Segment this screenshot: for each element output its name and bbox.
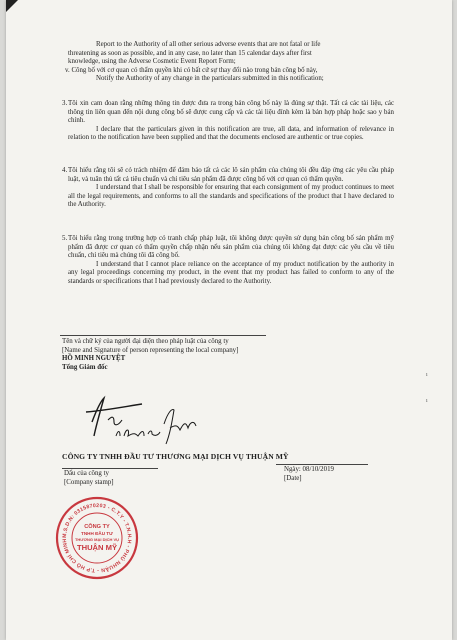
representative-label-vn: Tên và chữ ký của người đại diện theo pháp luật của công ty: [62, 338, 229, 345]
seal-line-3: THƯƠNG MẠI DỊCH VỤ: [74, 537, 120, 542]
intro-line-5: Notify the Authority of any change in the particulars submitted in this notification;: [96, 75, 324, 83]
intro-block: [65, 41, 394, 84]
item-5-en: I understand that I cannot place reliance on the acceptance of my product notification by the authority in any legal proceedings concerning my product, in the event that my product has failed to conform to any of the standards or specifications that I had previously declared to the Authority.: [68, 260, 394, 285]
seal-line-1: CÔNG TY: [84, 524, 110, 530]
intro-line-1: Report to the Authority of all other serious adverse events that are not fatal or life: [96, 41, 321, 48]
intro-line-2: threatening as soon as possible, and in any case, no later than 15 calendar days after first: [68, 49, 312, 57]
corner-mark: [6, 0, 18, 12]
handwritten-signature: [78, 392, 208, 450]
seal-line-4: THUẬN MỸ: [76, 543, 118, 552]
margin-mark-1: ı: [426, 372, 428, 378]
seal-ring-text: M.S.D.N: 0315870203 - C.T.Y - T.N.H.H - PHÚ NHUẬN - T.P HỒ CHÍ MINH: [61, 502, 133, 574]
company-seal: [55, 496, 139, 580]
intro-line-4: v. Công bố với cơ quan có thẩm quyền khi có bất cứ sự thay đổi nào trong bản công bố này,: [65, 66, 318, 74]
item-4-en: I understand that I shall be responsible for ensuring that each consignment of my product continues to meet all the legal requirements, and conforms to all the standards and specifications of the product that I have declared to the Authority.: [68, 184, 394, 209]
stamp-label-en: [Company stamp]: [64, 478, 114, 486]
signature-rule: [60, 335, 266, 336]
stamp-rule: [62, 468, 158, 469]
company-name: CÔNG TY TNHH ĐẦU TƯ THƯƠNG MẠI DỊCH VỤ THUẬN MỸ: [62, 452, 289, 461]
date-rule: [276, 464, 368, 465]
item-4-vn: Tôi hiểu rằng tôi sẽ có trách nhiệm để đảm bảo tất cả các lô sản phẩm của chúng tôi đều đáp ứng các yêu cầu pháp luật, và tuân thủ tất cả tiêu chuẩn và chỉ tiêu sản phẩm đã được công bố với cơ quan có thẩm quyền.: [68, 167, 394, 183]
declaration-item-4: [62, 167, 394, 210]
declaration-item-3: [62, 100, 394, 143]
representative-block: [62, 338, 238, 372]
representative-label-en: [Name and Signature of person representing the local company]: [62, 346, 239, 354]
date-label-vn: Ngày: 08/10/2019: [284, 466, 334, 473]
margin-mark-2: ı: [426, 398, 428, 404]
item-4-number: 4.: [62, 167, 68, 174]
intro-line-3: knowledge, using the Adverse Cosmetic Event Report Form;: [68, 58, 236, 66]
representative-title: Tổng Giám đốc: [62, 363, 108, 371]
item-3-vn: Tôi xin cam đoan rằng những thông tin được đưa ra trong bản công bố này là đúng sự thật. Tất cả các tài liệu, các thông tin liên quan đến nội dung công bố sẽ được cung cấp và các tài liệu đính kèm là bản hợp pháp hoặc sao y bản chính.: [68, 100, 394, 125]
seal-line-2: TNHH ĐẦU TƯ: [81, 531, 113, 536]
representative-name: HỒ MINH NGUYỆT: [62, 355, 126, 363]
stamp-label-vn: Dấu của công ty: [64, 470, 109, 477]
stamp-label-block: [64, 470, 114, 487]
date-label-en: [Date]: [284, 474, 302, 482]
document-page: [6, 0, 452, 640]
date-block: [284, 466, 334, 483]
item-3-number: 3.: [62, 100, 68, 107]
item-3-en: I declare that the particulars given in this notification are true, all data, and information of relevance in relation to the notification have been supplied and that the documents enclosed are authentic or true copies.: [68, 125, 394, 142]
declaration-item-5: [62, 235, 394, 287]
item-5-number: 5.: [62, 235, 68, 242]
item-5-vn: Tôi hiểu rằng trong trường hợp có tranh chấp pháp luật, tôi không được quyền sử dụng bản công bố sản phẩm mỹ phẩm đã được cơ quan có thẩm quyền chấp nhận nếu sản phẩm của chúng tôi không đạt được các yêu cầu về tiêu chuẩn, chỉ tiêu mà chúng tôi đã công bố.: [68, 235, 394, 260]
